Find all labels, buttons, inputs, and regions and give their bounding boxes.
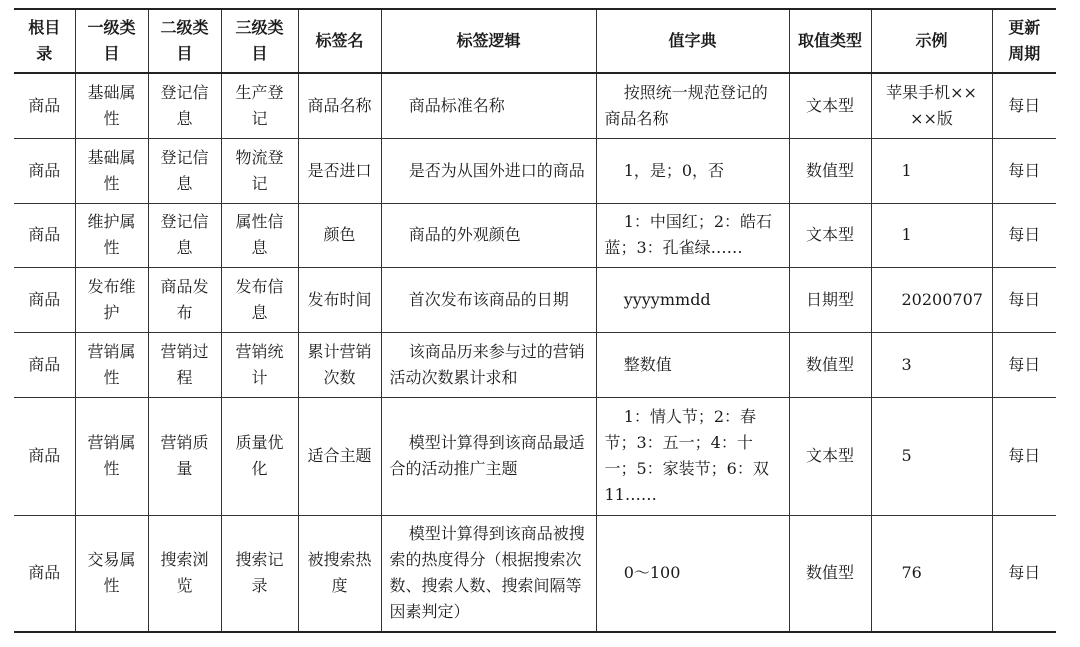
cell-level3: 营销统计 [221,332,298,397]
cell-root: 商品 [14,515,75,632]
header-value-dict: 值字典 [596,9,789,73]
header-level1: 一级类目 [75,9,148,73]
cell-tag-name: 被搜索热度 [298,515,381,632]
cell-root: 商品 [14,267,75,332]
cell-root: 商品 [14,73,75,138]
cell-level1: 发布维护 [75,267,148,332]
table-row [14,138,1056,203]
cell-tag-name: 商品名称 [298,73,381,138]
cell-value-type: 文本型 [789,203,871,267]
table-row [14,332,1056,397]
header-example: 示例 [871,9,992,73]
cell-tag-logic: 首次发布该商品的日期 [381,267,596,332]
cell-level3: 生产登记 [221,73,298,138]
table-row [14,515,1056,632]
cell-tag-logic: 商品的外观颜色 [381,203,596,267]
cell-update-cycle: 每日 [992,515,1056,632]
header-tag-name: 标签名 [298,9,381,73]
cell-level3: 搜索记录 [221,515,298,632]
cell-tag-logic: 是否为从国外进口的商品 [381,138,596,203]
cell-tag-logic: 商品标准名称 [381,73,596,138]
cell-example: 1 [871,138,992,203]
cell-level2: 营销过程 [148,332,221,397]
cell-value-type: 数值型 [789,138,871,203]
cell-tag-name: 是否进口 [298,138,381,203]
header-level2: 二级类目 [148,9,221,73]
cell-root: 商品 [14,397,75,515]
cell-level2: 营销质量 [148,397,221,515]
table-row [14,267,1056,332]
cell-update-cycle: 每日 [992,203,1056,267]
cell-value-type: 文本型 [789,397,871,515]
cell-level2: 搜索浏览 [148,515,221,632]
cell-example: 20200707 [871,267,992,332]
cell-update-cycle: 每日 [992,267,1056,332]
cell-level2: 登记信息 [148,203,221,267]
cell-value-dict: 整数值 [596,332,789,397]
cell-tag-name: 适合主题 [298,397,381,515]
cell-tag-logic: 该商品历来参与过的营销活动次数累计求和 [381,332,596,397]
cell-example: 76 [871,515,992,632]
header-level3: 三级类目 [221,9,298,73]
cell-level1: 营销属性 [75,397,148,515]
cell-level2: 登记信息 [148,138,221,203]
cell-update-cycle: 每日 [992,397,1056,515]
cell-tag-name: 累计营销次数 [298,332,381,397]
cell-update-cycle: 每日 [992,332,1056,397]
cell-level3: 质量优化 [221,397,298,515]
cell-value-type: 文本型 [789,73,871,138]
cell-root: 商品 [14,332,75,397]
cell-level3: 发布信息 [221,267,298,332]
cell-level2: 商品发布 [148,267,221,332]
cell-value-dict: 1：中国红；2：皓石蓝；3：孔雀绿…… [596,203,789,267]
cell-level1: 基础属性 [75,138,148,203]
cell-value-dict: 按照统一规范登记的商品名称 [596,73,789,138]
tag-table-container [14,8,1056,633]
cell-level1: 营销属性 [75,332,148,397]
cell-root: 商品 [14,203,75,267]
cell-value-dict: 1：情人节；2：春节；3：五一；4：十一；5：家装节；6：双 11…… [596,397,789,515]
cell-value-type: 数值型 [789,332,871,397]
header-tag-logic: 标签逻辑 [381,9,596,73]
cell-tag-name: 颜色 [298,203,381,267]
header-root: 根目录 [14,9,75,73]
cell-value-dict: 0～100 [596,515,789,632]
cell-level1: 交易属性 [75,515,148,632]
cell-level2: 登记信息 [148,73,221,138]
cell-update-cycle: 每日 [992,138,1056,203]
cell-example: 1 [871,203,992,267]
cell-level1: 维护属性 [75,203,148,267]
header-value-type: 取值类型 [789,9,871,73]
cell-value-dict: yyyymmdd [596,267,789,332]
header-update-cycle: 更新周期 [992,9,1056,73]
table-header-row [14,9,1056,73]
table-row [14,203,1056,267]
cell-example: 5 [871,397,992,515]
cell-update-cycle: 每日 [992,73,1056,138]
cell-level1: 基础属性 [75,73,148,138]
cell-root: 商品 [14,138,75,203]
cell-value-type: 数值型 [789,515,871,632]
cell-level3: 物流登记 [221,138,298,203]
table-row [14,397,1056,515]
product-tag-table [14,8,1056,633]
cell-example: 苹果手机××××版 [871,73,992,138]
cell-tag-name: 发布时间 [298,267,381,332]
cell-level3: 属性信息 [221,203,298,267]
cell-value-dict: 1，是；0，否 [596,138,789,203]
cell-example: 3 [871,332,992,397]
cell-value-type: 日期型 [789,267,871,332]
cell-tag-logic: 模型计算得到该商品最适合的活动推广主题 [381,397,596,515]
cell-tag-logic: 模型计算得到该商品被搜索的热度得分（根据搜索次数、搜索人数、搜索间隔等因素判定） [381,515,596,632]
table-row [14,73,1056,138]
